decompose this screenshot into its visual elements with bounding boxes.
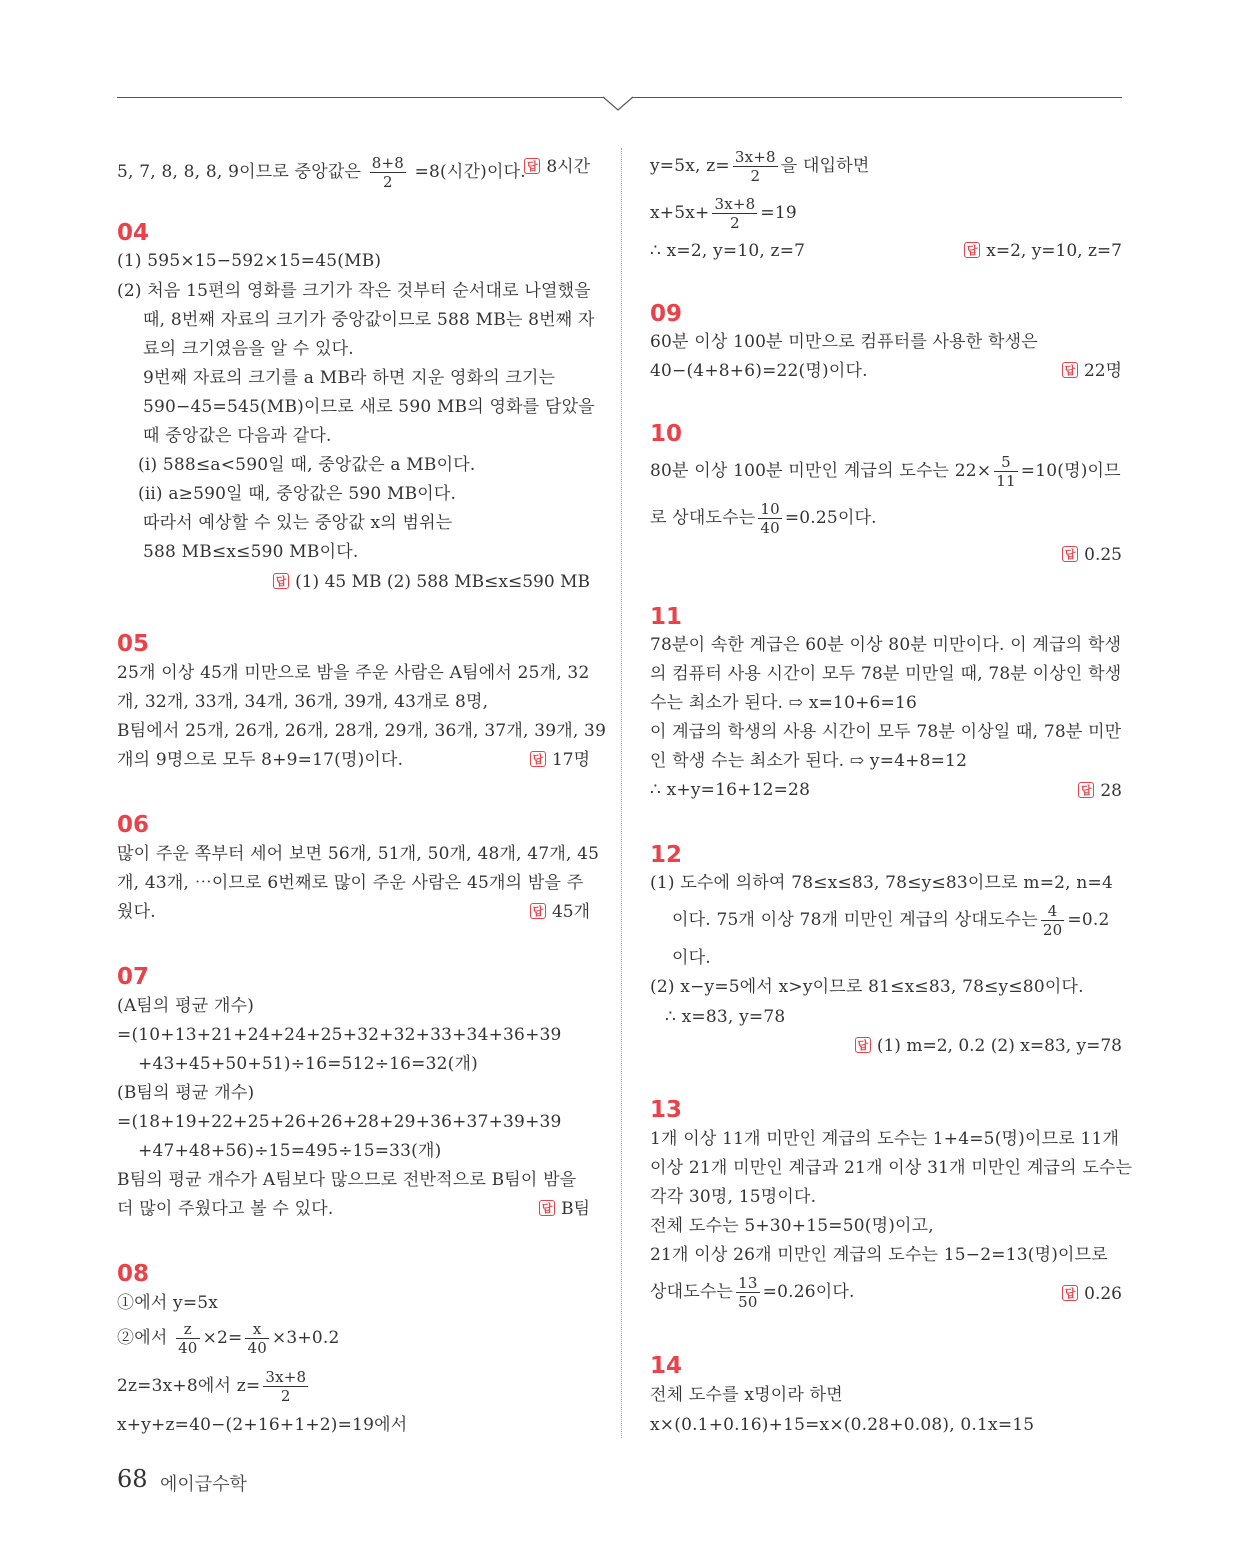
answer-icon: 답 — [1078, 782, 1094, 798]
text-line: +43+45+50+51)÷16=512÷16=32(개) — [138, 1054, 478, 1074]
problem-number: 13 — [650, 1097, 683, 1123]
text-line: (1) 595×15−592×15=45(MB) — [117, 251, 382, 271]
fraction: $\frac{10}{40}$ — [760, 500, 780, 537]
text-line: 78분이 속한 계급은 60분 이상 80분 미만이다. 이 계급의 학생 — [650, 635, 1122, 655]
text-line: 588 MB≤x≤590 MB이다. — [143, 542, 359, 562]
text-line: 9번째 자료의 크기를 a MB라 하면 지운 영화의 크기는 — [143, 368, 556, 388]
problem-number: 04 — [117, 220, 150, 246]
problem-number: 07 — [117, 964, 150, 990]
text-line: x+y+z=40−(2+16+1+2)=19에서 — [117, 1415, 408, 1435]
text-line: 때 중앙값은 다음과 같다. — [143, 426, 332, 446]
text-line: 상대도수는 $\frac{13}{50}$ =0.26이다. — [650, 1274, 855, 1311]
page-number: 68 — [117, 1465, 148, 1493]
text-line: y=5x, z= $\frac{3x+8}{2}$ 을 대입하면 — [650, 148, 870, 185]
text-line: +47+48+56)÷15=495÷15=33(개) — [138, 1141, 442, 1161]
answer: 답 45개 — [530, 901, 590, 923]
fraction: $\frac{3x+8}{2}$ — [734, 148, 776, 185]
text-line: 인 학생 수는 최소가 된다. ⇨ y=4+8=12 — [650, 751, 968, 771]
text-line: 2z=3x+8에서 z= $\frac{3x+8}{2}$ — [117, 1368, 307, 1405]
answer-icon: 답 — [530, 903, 546, 919]
answer: 답 22명 — [1062, 360, 1122, 382]
answer-icon: 답 — [273, 573, 289, 589]
fraction: $\frac{4}{20}$ — [1042, 902, 1063, 939]
text-line: =(10+13+21+24+24+25+32+32+33+34+36+39 — [117, 1025, 562, 1045]
problem-number: 14 — [650, 1353, 683, 1379]
problem-number: 10 — [650, 421, 683, 447]
answer: 답 (1) m=2, 0.2 (2) x=83, y=78 — [855, 1035, 1122, 1057]
text-line: 1개 이상 11개 미만인 계급의 도수는 1+4=5(명)이므로 11개 — [650, 1129, 1120, 1149]
text-line: 이다. 75개 이상 78개 미만인 계급의 상대도수는 $\frac{4}{20}$ =0.2 — [672, 902, 1110, 939]
text-line: 개의 9명으로 모두 8+9=17(명)이다. — [117, 750, 404, 770]
text-line: 의 컴퓨터 사용 시간이 모두 78분 미만일 때, 78분 이상인 학생 — [650, 664, 1122, 684]
text-line: =(18+19+22+25+26+26+28+29+36+37+39+39 — [117, 1112, 562, 1132]
text-line: B팀에서 25개, 26개, 26개, 28개, 29개, 36개, 37개, 39개, 39 — [117, 721, 607, 741]
text-line: ①에서 y=5x — [117, 1293, 219, 1313]
answer-icon: 답 — [1062, 546, 1078, 562]
intro-line: 5, 7, 8, 8, 8, 9이므로 중앙값은 $\frac{8+8}{2}$ =8(시간)이다. — [117, 154, 526, 191]
text-line: 더 많이 주웠다고 볼 수 있다. — [117, 1199, 334, 1219]
fraction: $\frac{8+8}{2}$ — [371, 154, 404, 191]
text-line: (2) 처음 15편의 영화를 크기가 작은 것부터 순서대로 나열했을 — [117, 281, 591, 301]
answer: 답 0.25 — [1062, 544, 1122, 566]
text-line: 이다. — [672, 948, 711, 968]
problem-number: 12 — [650, 842, 683, 868]
text-line: (A팀의 평균 개수) — [117, 996, 255, 1016]
text-line: 이 계급의 학생의 사용 시간이 모두 78분 이상일 때, 78분 미만 — [650, 722, 1122, 742]
text-line: B팀의 평균 개수가 A팀보다 많으므로 전반적으로 B팀이 밤을 — [117, 1170, 577, 1190]
text-line: 이상 21개 미만인 계급과 21개 이상 31개 미만인 계급의 도수는 — [650, 1158, 1133, 1178]
text-line: x+5x+ $\frac{3x+8}{2}$ =19 — [650, 195, 797, 232]
text-line: ∴ x+y=16+12=28 — [650, 780, 811, 800]
text-line: 개, 43개, ⋯이므로 6번째로 많이 주운 사람은 45개의 밤을 주 — [117, 873, 584, 893]
text-line: ∴ x=83, y=78 — [665, 1007, 786, 1027]
text-line: 21개 이상 26개 미만인 계급의 도수는 15−2=13(명)이므로 — [650, 1245, 1108, 1265]
text-line: 40−(4+8+6)=22(명)이다. — [650, 361, 868, 381]
answer-icon: 답 — [855, 1037, 871, 1053]
text-line: 로 상대도수는 $\frac{10}{40}$ =0.25이다. — [650, 500, 877, 537]
text-line: 전체 도수는 5+30+15=50(명)이고, — [650, 1216, 934, 1236]
fraction: $\frac{5}{11}$ — [996, 453, 1016, 490]
answer: 답 B팀 — [539, 1198, 590, 1220]
text-line: (2) x−y=5에서 x>y이므로 81≤x≤83, 78≤y≤80이다. — [650, 977, 1084, 997]
answer: 답 x=2, y=10, z=7 — [964, 240, 1122, 262]
text-line: 따라서 예상할 수 있는 중앙값 x의 범위는 — [143, 513, 453, 533]
answer-icon: 답 — [1062, 1285, 1078, 1301]
problem-number: 09 — [650, 301, 683, 327]
text-line: 수는 최소가 된다. ⇨ x=10+6=16 — [650, 693, 918, 713]
text-line: 개, 32개, 33개, 34개, 36개, 39개, 43개로 8명, — [117, 692, 489, 712]
fraction: $\frac{3x+8}{2}$ — [265, 1368, 307, 1405]
fraction: $\frac{x}{40}$ — [247, 1320, 267, 1357]
answer-icon: 답 — [539, 1200, 555, 1216]
problem-number: 05 — [117, 631, 150, 657]
answer: 답 17명 — [530, 749, 590, 771]
text-line: (1) 도수에 의하여 78≤x≤83, 78≤y≤83이므로 m=2, n=4 — [650, 873, 1113, 893]
book-title: 에이급수학 — [160, 1474, 247, 1495]
fraction: $\frac{3x+8}{2}$ — [714, 195, 756, 232]
text-line: 60분 이상 100분 미만으로 컴퓨터를 사용한 학생은 — [650, 332, 1038, 352]
problem-number: 08 — [117, 1261, 150, 1287]
header-notch-icon — [603, 96, 633, 112]
answer-icon: 답 — [530, 751, 546, 767]
text-line: 웠다. — [117, 902, 156, 922]
answer: 답 (1) 45 MB (2) 588 MB≤x≤590 MB — [273, 571, 590, 593]
problem-number: 11 — [650, 604, 683, 630]
text-line: (B팀의 평균 개수) — [117, 1083, 255, 1103]
text-line: ②에서 $\frac{z}{40}$ ×2= $\frac{x}{40}$ ×3+0.2 — [117, 1320, 340, 1357]
text-line: 25개 이상 45개 미만으로 밤을 주운 사람은 A팀에서 25개, 32 — [117, 663, 590, 683]
text-line: 590−45=545(MB)이므로 새로 590 MB의 영화를 담았을 — [143, 397, 595, 417]
answer: 답 8시간 — [524, 156, 590, 178]
fraction: $\frac{13}{50}$ — [738, 1274, 758, 1311]
text-line: 각각 30명, 15명이다. — [650, 1187, 817, 1207]
text-line: 전체 도수를 x명이라 하면 — [650, 1385, 843, 1405]
text-line: (ⅰ) 588≤a<590일 때, 중앙값은 a MB이다. — [138, 455, 476, 475]
answer: 답 28 — [1078, 780, 1122, 802]
answer-icon: 답 — [1062, 362, 1078, 378]
text-line: ∴ x=2, y=10, z=7 — [650, 241, 806, 261]
answer-icon: 답 — [524, 158, 540, 174]
problem-number: 06 — [117, 812, 150, 838]
text-line: 때, 8번째 자료의 크기가 중앙값이므로 588 MB는 8번째 자 — [143, 310, 595, 330]
text-line: x×(0.1+0.16)+15=x×(0.28+0.08), 0.1x=15 — [650, 1415, 1035, 1435]
text-line: (ⅱ) a≥590일 때, 중앙값은 590 MB이다. — [138, 484, 457, 504]
fraction: $\frac{z}{40}$ — [178, 1320, 198, 1357]
text-line: 료의 크기였음을 알 수 있다. — [143, 339, 354, 359]
text-line: 80분 이상 100분 미만인 계급의 도수는 22× $\frac{5}{11}$ =10(명)이므 — [650, 453, 1121, 490]
text-line: 많이 주운 쪽부터 세어 보면 56개, 51개, 50개, 48개, 47개, 45 — [117, 844, 600, 864]
answer: 답 0.26 — [1062, 1283, 1122, 1305]
column-divider — [621, 148, 622, 1438]
answer-icon: 답 — [964, 242, 980, 258]
